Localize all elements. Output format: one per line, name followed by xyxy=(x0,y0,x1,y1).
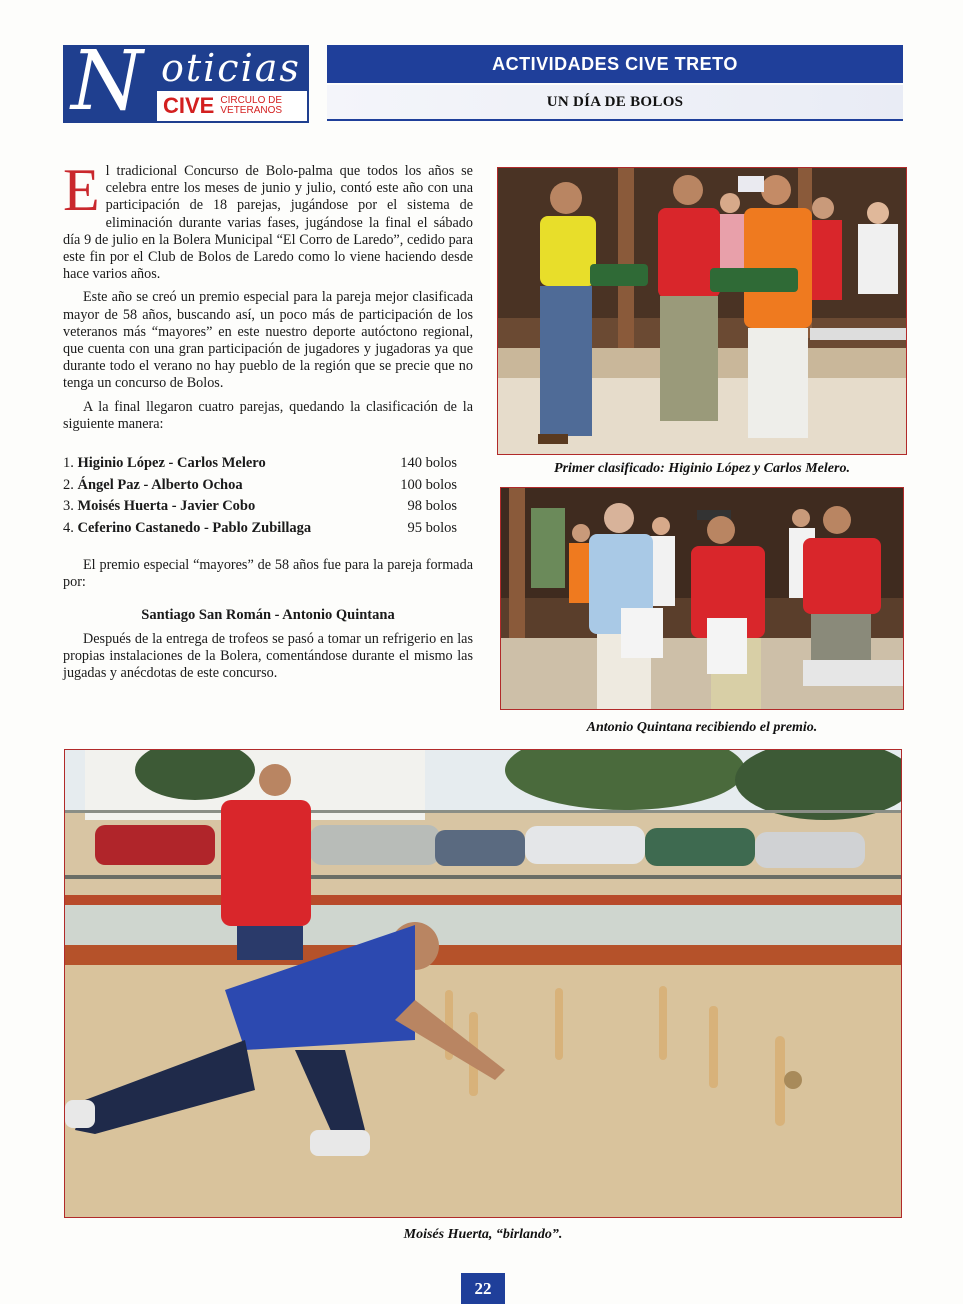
result-row xyxy=(63,518,473,540)
article-title-bar xyxy=(327,85,903,121)
logo-sub-line2: VETERANOS xyxy=(220,105,283,116)
page-number xyxy=(461,1273,505,1304)
page-number-text: 22 xyxy=(474,1278,492,1298)
result-row xyxy=(63,453,473,475)
logo-brand-box xyxy=(157,91,307,121)
caption-photo-birlando: Moisés Huerta, “birlando”. xyxy=(403,1227,563,1242)
result-score: 98 bolos xyxy=(407,498,457,515)
caption-photo-first-place: Primer clasificado: Higinio López y Carlos Melero. xyxy=(554,461,850,476)
special-prize-pair: Santiago San Román - Antonio Quintana xyxy=(141,607,395,624)
photo-birlando-image xyxy=(65,750,902,1218)
logo-subtitle xyxy=(220,96,282,116)
article-body xyxy=(63,157,473,688)
logo-word: oticias xyxy=(161,46,301,90)
caption-photo-special-prize: Antonio Quintana recibiendo el premio. xyxy=(586,720,818,735)
result-score: 140 bolos xyxy=(400,455,457,472)
result-rank: 1. xyxy=(63,455,74,472)
article-title: UN DÍA DE BOLOS xyxy=(546,93,684,110)
result-names: Higinio López - Carlos Melero xyxy=(77,455,266,472)
paragraph-2: Este año se creó un premio especial para la pareja mejor clasificada mayor de 58 años, buscando así, un poco más de participación de los veteranos más “mayores” en este nuestro deporte autóctono regional, que cuenta con una gran participación de jugadores y jugadoras ya que durante todo el verano no hay pueblo de la región que se precie que no tenga un concurso de Bolos. xyxy=(63,289,473,392)
result-rank: 4. xyxy=(63,519,74,536)
result-rank: 3. xyxy=(63,498,74,515)
photo-first-place-image xyxy=(498,168,907,455)
results-list xyxy=(63,453,473,539)
result-row xyxy=(63,496,473,518)
paragraph-1 xyxy=(63,157,473,283)
result-names: Moisés Huerta - Javier Cobo xyxy=(77,498,256,515)
result-names: Ángel Paz - Alberto Ochoa xyxy=(77,476,243,493)
paragraph-1-text: l tradicional Concurso de Bolo-palma que todos los años se celebra entre los meses de junio y julio, contó este año con una participación de 18 parejas, jugándose por el sistema de eliminación durante varias fases, jugándose la final el sábado día 9 de julio en la Bolera Municipal “El Corro de Laredo”, cedido para este fin por el Club de Bolos de Laredo como lo viene haciendo desde hace varios años. xyxy=(63,163,473,283)
noticias-cive-logo xyxy=(63,45,309,123)
result-score: 100 bolos xyxy=(400,476,457,493)
result-rank: 2. xyxy=(63,476,74,493)
photo-special-prize xyxy=(500,487,904,710)
result-names: Ceferino Castanedo - Pablo Zubillaga xyxy=(77,519,312,536)
paragraph-3: A la final llegaron cuatro parejas, quedando la clasificación de la siguiente manera: xyxy=(63,398,473,432)
paragraph-4: El premio especial “mayores” de 58 años fue para la pareja formada por: xyxy=(63,557,473,591)
logo-letter: N xyxy=(71,45,143,123)
photo-first-place xyxy=(497,167,907,455)
logo-brand: CIVE xyxy=(163,93,215,118)
photo-birlando xyxy=(64,749,902,1218)
section-banner xyxy=(327,45,903,83)
section-title: ACTIVIDADES CIVE TRETO xyxy=(492,53,738,74)
result-score: 95 bolos xyxy=(407,519,457,536)
paragraph-5: Después de la entrega de trofeos se pasó a tomar un refrigerio en las propias instalaciones de la Bolera, comentándose durante el mismo las jugadas y anécdotas de este concurso. xyxy=(63,630,473,682)
photo-special-prize-image xyxy=(501,488,904,710)
drop-cap: E xyxy=(63,157,100,223)
logo-sub-line1: CIRCULO DE xyxy=(220,95,283,106)
result-row xyxy=(63,475,473,497)
